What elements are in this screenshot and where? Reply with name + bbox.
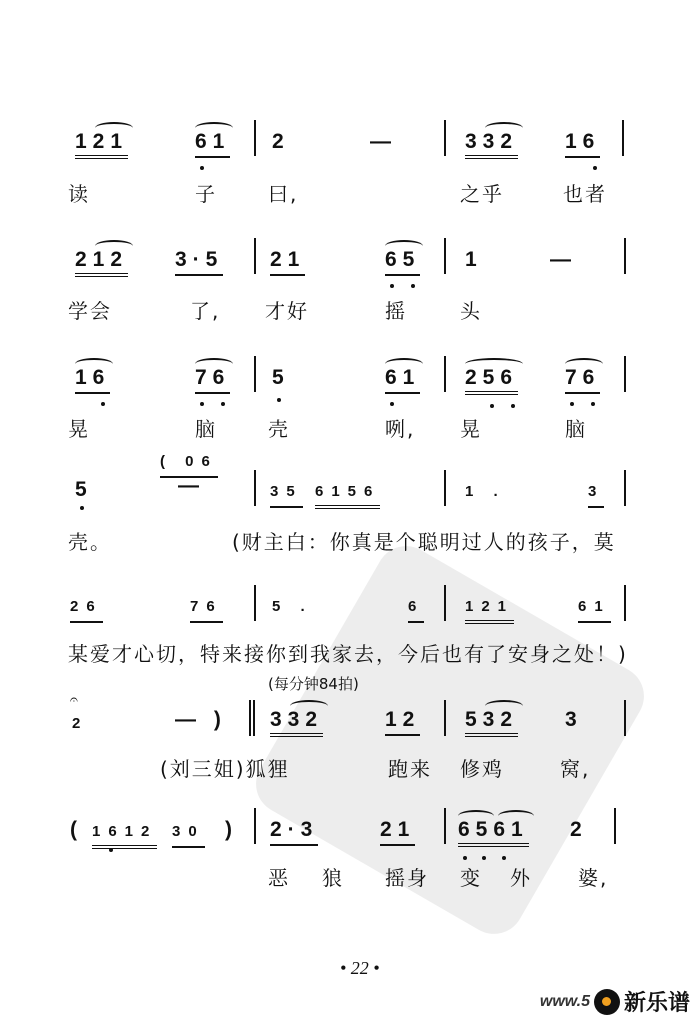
slur <box>195 122 233 134</box>
lyric: 恶 <box>268 866 290 890</box>
low-octave-dot <box>502 856 506 860</box>
bar-line <box>614 808 616 844</box>
dash: — <box>550 248 577 271</box>
note-group: 61 <box>385 366 420 394</box>
bar-line <box>254 356 256 392</box>
note-group: 6561 <box>458 818 529 847</box>
bar-line <box>444 238 446 274</box>
lyric: 窝, <box>560 757 591 781</box>
bar-line <box>444 470 446 506</box>
slur <box>385 240 423 252</box>
slur <box>75 358 113 370</box>
lyric: 读 <box>68 182 90 206</box>
lyric: 婆, <box>578 866 609 890</box>
note-group: 332 <box>270 708 323 737</box>
note-group: 256 <box>465 366 518 395</box>
lyric: 摇身 <box>385 866 429 890</box>
note-group: 35 <box>270 480 303 508</box>
note-group: 16 <box>75 366 110 394</box>
lyric: 脑 <box>565 417 587 441</box>
low-octave-dot <box>101 402 105 406</box>
low-octave-dot <box>591 402 595 406</box>
note-group: 121 <box>75 130 128 159</box>
note-group: 61 <box>195 130 230 158</box>
note-group: 2 <box>570 818 588 841</box>
low-octave-dot <box>411 284 415 288</box>
note-group: 332 <box>465 130 518 159</box>
lyric: 了, <box>190 299 221 323</box>
bar-line <box>254 238 256 274</box>
note-group: 26 <box>70 595 103 623</box>
note-group: 121 <box>465 595 514 624</box>
lyric: 之乎 <box>460 182 504 206</box>
lyric: 头 <box>460 299 482 323</box>
lyric: 修鸡 <box>460 757 504 781</box>
lyric: 晃 <box>68 417 90 441</box>
low-octave-dot <box>200 166 204 170</box>
low-octave-dot <box>390 402 394 406</box>
note-group: 1 <box>465 248 483 271</box>
slur <box>385 358 423 370</box>
bar-line <box>254 808 256 844</box>
slur <box>565 358 603 370</box>
lyric: 咧, <box>385 417 416 441</box>
note-group: 6 <box>408 595 424 623</box>
lyric: 狼 <box>322 866 344 890</box>
low-octave-dot <box>490 404 494 408</box>
note-group: 30 <box>172 820 205 848</box>
low-octave-dot <box>221 402 225 406</box>
fermata-icon: 𝄐 <box>70 692 78 708</box>
spoken-line: (财主白：你真是个聪明过人的孩子，莫 <box>232 530 616 554</box>
lyric: 晃 <box>460 417 482 441</box>
lyric: 变 <box>460 866 482 890</box>
bar-line <box>254 585 256 621</box>
low-octave-dot <box>593 166 597 170</box>
vinyl-record-icon <box>594 989 620 1015</box>
slur <box>290 700 328 712</box>
note-group: 3 <box>565 708 583 731</box>
note-group: 6156 <box>315 480 380 509</box>
bar-line <box>624 470 626 506</box>
bar-line <box>254 470 256 506</box>
slur <box>195 358 233 370</box>
dash: — <box>178 474 205 497</box>
bar-line <box>444 700 446 736</box>
note-group: 76 <box>565 366 600 394</box>
site-watermark-logo <box>540 986 690 1017</box>
note-group: 2 <box>72 715 89 732</box>
note-group: 65 <box>385 248 420 276</box>
note-group: 5 <box>75 478 93 501</box>
bar-line <box>624 700 626 736</box>
bar-line <box>254 120 256 156</box>
note-group: 2·3 <box>270 818 318 846</box>
bar-line <box>624 238 626 274</box>
lyric: 壳。 <box>68 530 112 554</box>
note-group: 21 <box>270 248 305 276</box>
bar-line <box>622 120 624 156</box>
bar-line <box>444 808 446 844</box>
lyric: (刘三姐)狐狸 <box>160 757 290 781</box>
lyric: 子 <box>195 182 217 206</box>
lyric: 跑来 <box>388 757 432 781</box>
double-bar-line <box>249 700 255 736</box>
low-octave-dot <box>511 404 515 408</box>
lyric: 也者 <box>563 182 607 206</box>
note-group: 3·5 <box>175 248 223 276</box>
paren: ) <box>225 818 238 841</box>
lyric: 才好 <box>265 299 309 323</box>
note-group: 1 . <box>465 483 506 500</box>
note-group: 5 . <box>272 598 313 615</box>
spoken-line: 某爱才心切，特来接你到我家去，今后也有了安身之处！) <box>68 642 628 666</box>
slur <box>95 122 133 134</box>
watermark-url: www.5 <box>539 992 590 1010</box>
low-octave-dot <box>109 848 113 852</box>
tempo-marking: (每分钟84拍) <box>268 675 359 693</box>
note-group: 2 <box>272 130 290 153</box>
note-group: 1612 <box>92 820 157 849</box>
page-number: • 22 • <box>340 958 380 978</box>
note-group: 21 <box>380 818 415 846</box>
bar-line <box>624 356 626 392</box>
bar-line <box>624 585 626 621</box>
bar-line <box>444 356 446 392</box>
note-group: 3 <box>588 480 604 508</box>
watermark-brand: 新乐谱 <box>623 991 690 1016</box>
low-octave-dot <box>277 398 281 402</box>
lyric: 脑 <box>195 417 217 441</box>
note-group: 76 <box>190 595 223 623</box>
dash: — <box>370 130 397 153</box>
slur <box>485 700 523 712</box>
bar-line <box>444 585 446 621</box>
slur <box>485 122 523 134</box>
low-octave-dot <box>80 506 84 510</box>
lyric: 学会 <box>68 299 112 323</box>
lyric: 壳 <box>268 417 290 441</box>
low-octave-dot <box>390 284 394 288</box>
note-group: 212 <box>75 248 128 277</box>
note-group: 12 <box>385 708 420 736</box>
lyric: 摇 <box>385 299 407 323</box>
note-group: 5 <box>272 366 290 389</box>
dash: — ) <box>175 708 227 731</box>
note-group: ( 06 <box>160 450 218 478</box>
slur <box>465 358 523 370</box>
low-octave-dot <box>463 856 467 860</box>
lyric: 外 <box>510 866 532 890</box>
low-octave-dot <box>570 402 574 406</box>
lyric: 曰, <box>268 182 299 206</box>
low-octave-dot <box>200 402 204 406</box>
note-group: 532 <box>465 708 518 737</box>
note-group: 61 <box>578 595 611 623</box>
low-octave-dot <box>482 856 486 860</box>
slur <box>95 240 133 252</box>
slur <box>498 810 534 822</box>
paren: ( <box>70 818 83 841</box>
slur <box>458 810 494 822</box>
note-group: 16 <box>565 130 600 158</box>
bar-line <box>444 120 446 156</box>
note-group: 76 <box>195 366 230 394</box>
